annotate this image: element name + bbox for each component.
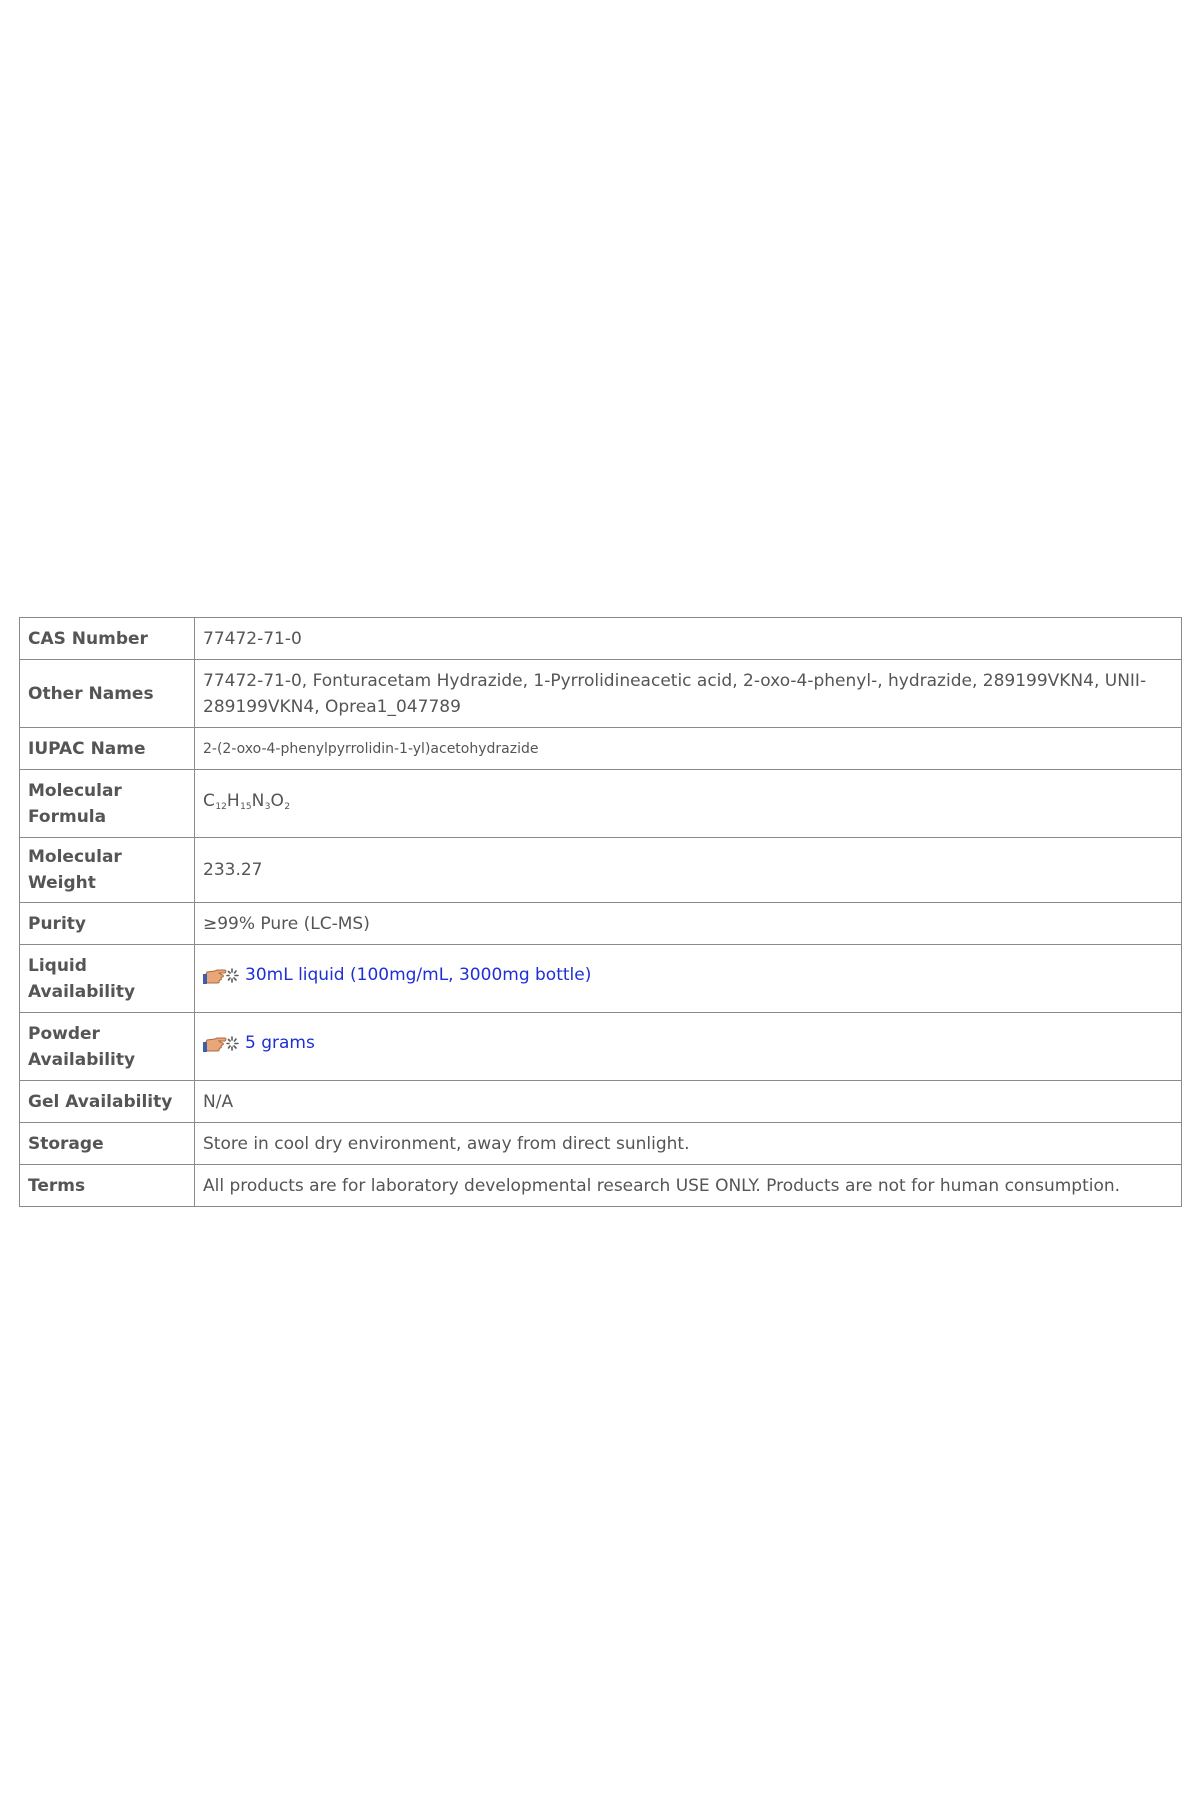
row-label: Purity: [20, 903, 195, 945]
other-names-value: 77472-71-0, Fonturacetam Hydrazide, 1-Pyrrolidineacetic acid, 2-oxo-4-phenyl-, hydrazide, 289199VKN4, UNII-289199VKN4, Oprea1_047789: [195, 660, 1182, 728]
iupac-name-value: 2-(2-oxo-4-phenylpyrrolidin-1-yl)acetohydrazide: [195, 728, 1182, 770]
terms-value: All products are for laboratory developmental research USE ONLY. Products are not for human consumption.: [195, 1165, 1182, 1207]
table-row-terms: [20, 1165, 1182, 1207]
row-label: Liquid Availability: [20, 945, 195, 1013]
molecular-formula-value: [195, 770, 1182, 838]
table-row-iupac-name: [20, 728, 1182, 770]
table-row-cas-number: [20, 618, 1182, 660]
powder-availability-link[interactable]: [203, 1030, 315, 1056]
table-row-liquid-availability: [20, 945, 1182, 1013]
table-row-other-names: [20, 660, 1182, 728]
molecular-weight-value: 233.27: [195, 838, 1182, 903]
table-row-molecular-formula: [20, 770, 1182, 838]
table-row-gel-availability: [20, 1081, 1182, 1123]
cas-number-value: 77472-71-0: [195, 618, 1182, 660]
powder-availability-link-label[interactable]: 5 grams: [245, 1033, 315, 1053]
table-row-purity: [20, 903, 1182, 945]
product-spec-table: [19, 617, 1182, 1207]
liquid-availability-value: [195, 945, 1182, 1013]
table-row-powder-availability: [20, 1013, 1182, 1081]
storage-value: Store in cool dry environment, away from direct sunlight.: [195, 1123, 1182, 1165]
row-label: Terms: [20, 1165, 195, 1207]
row-label: Storage: [20, 1123, 195, 1165]
pointing-hand-icon: [203, 963, 241, 987]
gel-availability-value: N/A: [195, 1081, 1182, 1123]
purity-value: ≥99% Pure (LC-MS): [195, 903, 1182, 945]
row-label: Molecular Weight: [20, 838, 195, 903]
row-label: Molecular Formula: [20, 770, 195, 838]
row-label: IUPAC Name: [20, 728, 195, 770]
powder-availability-value: [195, 1013, 1182, 1081]
row-label: Gel Availability: [20, 1081, 195, 1123]
liquid-availability-link-label[interactable]: 30mL liquid (100mg/mL, 3000mg bottle): [245, 965, 592, 985]
liquid-availability-link[interactable]: [203, 962, 591, 988]
table-row-storage: [20, 1123, 1182, 1165]
table-row-molecular-weight: [20, 838, 1182, 903]
row-label: Other Names: [20, 660, 195, 728]
row-label: CAS Number: [20, 618, 195, 660]
pointing-hand-icon: [203, 1031, 241, 1055]
molecular-formula: $C_{12}H_{15}N_3O_2$: [203, 790, 291, 812]
row-label: Powder Availability: [20, 1013, 195, 1081]
